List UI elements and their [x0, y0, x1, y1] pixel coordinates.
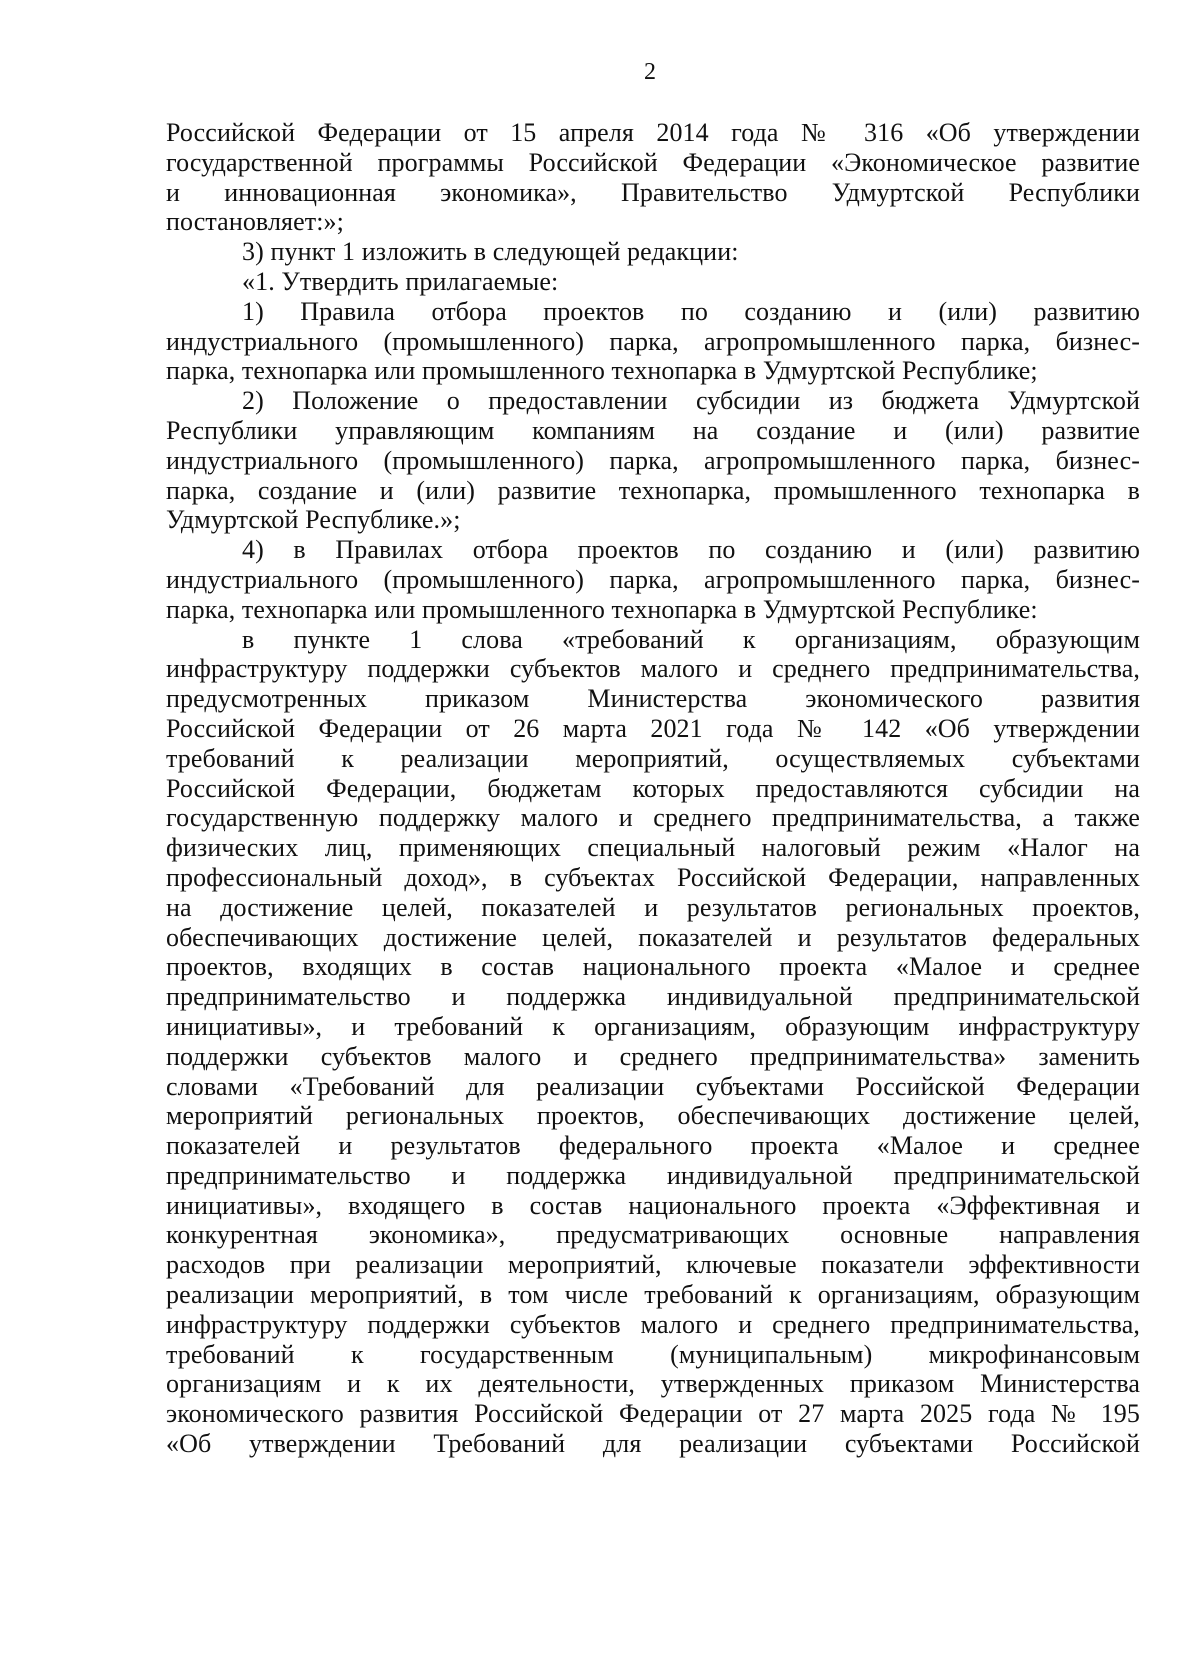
- text-line: государственную поддержку малого и среднего предпринимательства, а также: [166, 803, 1140, 833]
- text-line: постановляет:»;: [166, 207, 344, 237]
- text-line: предпринимательство и поддержка индивидуальной предпринимательской: [166, 982, 1140, 1012]
- text-line: парка, технопарка или промышленного технопарка в Удмуртской Республике:: [166, 594, 1038, 624]
- text-line: инициативы», входящего в состав национального проекта «Эффективная и: [166, 1190, 1140, 1220]
- text-line: парка, технопарка или промышленного технопарка в Удмуртской Республике;: [166, 356, 1038, 386]
- text-line: предпринимательство и поддержка индивидуальной предпринимательской: [166, 1160, 1140, 1190]
- text-line: реализации мероприятий, в том числе требований к организациям, образующим: [166, 1280, 1140, 1310]
- text-line: инициативы», и требований к организациям, образующим инфраструктуру: [166, 1011, 1140, 1041]
- text-line: и инновационная экономика», Правительство Удмуртской Республики: [166, 177, 1140, 207]
- text-line: Российской Федерации, бюджетам которых предоставляются субсидии на: [166, 773, 1140, 803]
- paragraph: [166, 118, 1140, 237]
- text-line: предусмотренных приказом Министерства экономического развития: [166, 684, 1140, 714]
- text-line: организациям и к их деятельности, утвержденных приказом Министерства: [166, 1369, 1140, 1399]
- text-line: 4) в Правилах отбора проектов по созданию и (или) развитию: [242, 535, 1140, 565]
- text-line: обеспечивающих достижение целей, показателей и результатов федеральных: [166, 922, 1140, 952]
- text-line: показателей и результатов федерального проекта «Малое и среднее: [166, 1131, 1140, 1161]
- paragraph: [166, 625, 1140, 1459]
- text-line: расходов при реализации мероприятий, ключевые показатели эффективности: [166, 1250, 1140, 1280]
- text-line: экономического развития Российской Федерации от 27 марта 2025 года № 195: [166, 1399, 1140, 1429]
- text-line: в пункте 1 слова «требований к организациям, образующим: [242, 624, 1140, 654]
- text-line: конкурентная экономика», предусматривающих основные направления: [166, 1220, 1140, 1250]
- text-line: требований к государственным (муниципальным) микрофинансовым: [166, 1339, 1140, 1369]
- document-body: [166, 118, 1140, 1459]
- text-line: 2) Положение о предоставлении субсидии из бюджета Удмуртской: [242, 386, 1140, 416]
- text-line: индустриального (промышленного) парка, агропромышленного парка, бизнес-: [166, 564, 1140, 594]
- text-line: Республики управляющим компаниям на создание и (или) развитие: [166, 415, 1140, 445]
- text-line: поддержки субъектов малого и среднего предпринимательства» заменить: [166, 1041, 1140, 1071]
- text-line: государственной программы Российской Федерации «Экономическое развитие: [166, 147, 1140, 177]
- text-line: «Об утверждении Требований для реализации субъектами Российской: [166, 1429, 1140, 1459]
- paragraph: [166, 535, 1140, 624]
- paragraph: [166, 237, 1140, 267]
- text-line: Российской Федерации от 15 апреля 2014 года № 316 «Об утверждении: [166, 118, 1140, 147]
- paragraph: [166, 297, 1140, 386]
- text-line: Удмуртской Республике.»;: [166, 505, 461, 535]
- text-line: инфраструктуру поддержки субъектов малого и среднего предпринимательства,: [166, 654, 1140, 684]
- text-line: профессиональный доход», в субъектах Российской Федерации, направленных: [166, 862, 1140, 892]
- text-line: на достижение целей, показателей и результатов региональных проектов,: [166, 892, 1140, 922]
- text-line: 1) Правила отбора проектов по созданию и (или) развитию: [242, 296, 1140, 326]
- text-line: мероприятий региональных проектов, обеспечивающих достижение целей,: [166, 1101, 1140, 1131]
- text-line: Российской Федерации от 26 марта 2021 года № 142 «Об утверждении: [166, 713, 1140, 743]
- text-line: словами «Требований для реализации субъектами Российской Федерации: [166, 1071, 1140, 1101]
- text-line: 3) пункт 1 изложить в следующей редакции:: [242, 237, 739, 267]
- text-line: парка, создание и (или) развитие технопарка, промышленного технопарка в: [166, 475, 1140, 505]
- paragraph: [166, 267, 1140, 297]
- page-number: 2: [644, 59, 656, 85]
- text-line: «1. Утвердить прилагаемые:: [242, 266, 559, 296]
- text-line: требований к реализации мероприятий, осуществляемых субъектами: [166, 743, 1140, 773]
- text-line: индустриального (промышленного) парка, агропромышленного парка, бизнес-: [166, 445, 1140, 475]
- text-line: физических лиц, применяющих специальный налоговый режим «Налог на: [166, 833, 1140, 863]
- text-line: индустриального (промышленного) парка, агропромышленного парка, бизнес-: [166, 326, 1140, 356]
- text-line: инфраструктуру поддержки субъектов малого и среднего предпринимательства,: [166, 1309, 1140, 1339]
- text-line: проектов, входящих в состав национального проекта «Малое и среднее: [166, 952, 1140, 982]
- paragraph: [166, 386, 1140, 535]
